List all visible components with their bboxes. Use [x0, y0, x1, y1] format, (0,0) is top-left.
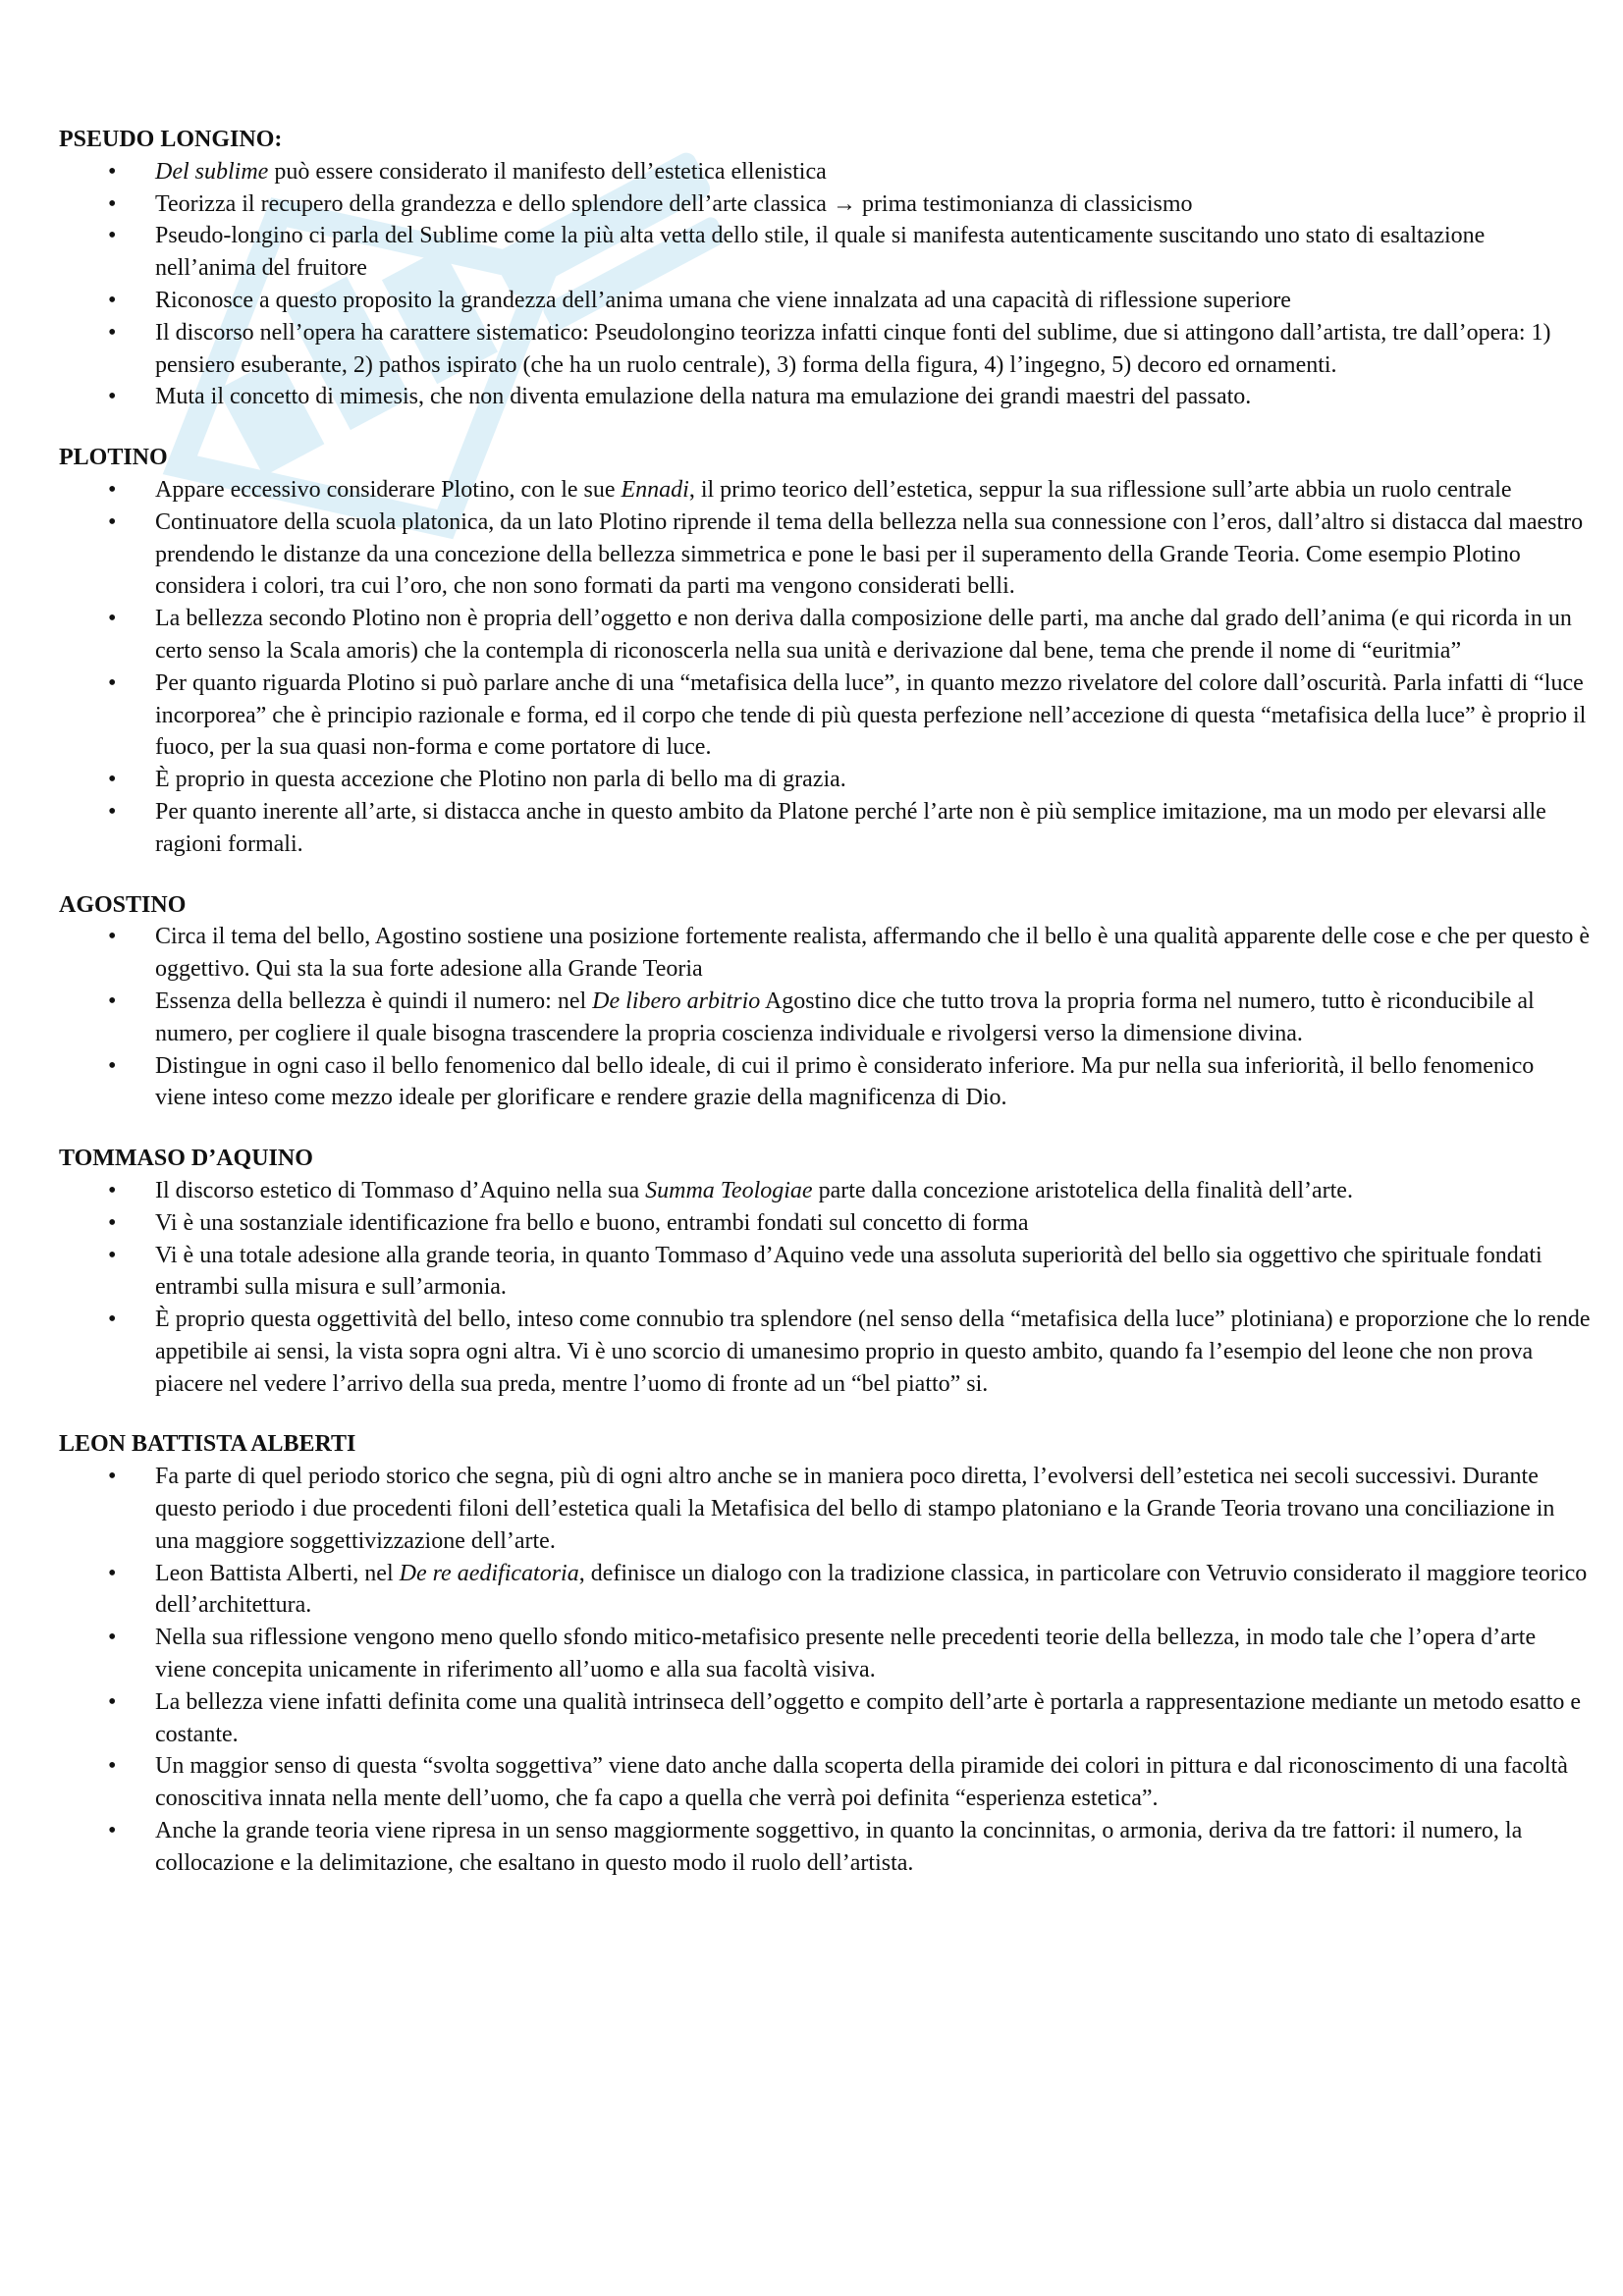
item-text: La bellezza secondo Plotino non è propria dell’oggetto e non deriva dalla composizione delle parti, ma anche dal grado dell’anima (e qui ricorda in un certo senso la Scala amoris) che la contempla di riconoscerla nella sua unità e derivazione dal bene, tema che prende il nome di “euritmia” [155, 606, 1572, 664]
item-text: Vi è una sostanziale identificazione fra bello e buono, entrambi fondati sul concetto di forma [155, 1209, 1029, 1236]
section [59, 1143, 1591, 1400]
list-item [59, 285, 1591, 317]
item-text: , definisce un dialogo con la tradizione classica, in particolare con Vetruvio considerato il maggiore teorico dell’architettura. [155, 1560, 1588, 1619]
bullet-icon: • [108, 767, 117, 793]
list-item [59, 1304, 1591, 1400]
bullet-icon: • [108, 606, 117, 632]
bullet-icon: • [108, 508, 117, 535]
item-text: può essere considerato il manifesto dell’estetica ellenistica [268, 158, 827, 185]
list-item [59, 986, 1591, 1050]
bullet-icon: • [108, 319, 117, 346]
bullet-list [59, 921, 1591, 1114]
item-text: Circa il tema del bello, Agostino sostiene una posizione fortemente realista, affermando che il bello è una qualità apparente delle cose e che per questo è oggettivo. Qui sta la sua forte adesione alla Grande Teoria [155, 924, 1591, 983]
bullet-icon: • [108, 223, 117, 249]
list-item [59, 1622, 1591, 1686]
item-text: Anche la grande teoria viene ripresa in un senso maggiormente soggettivo, in quanto la concinnitas, o armonia, deriva da tre fattori: il numero, la collocazione e la delimitazione, che esaltano in questo modo il ruolo dell’artista. [155, 1818, 1523, 1876]
bullet-list [59, 1461, 1591, 1879]
list-item [59, 1050, 1591, 1115]
item-text: Agostino dice che tutto trova la propria forma nel numero, tutto è riconducibile al numero, per cogliere il quale bisogna trascendere la propria coscienza individuale e rivolgersi verso la dimensione divina. [155, 988, 1535, 1046]
list-item [59, 1750, 1591, 1815]
item-text: Essenza della bellezza è quindi il numero: nel [155, 988, 593, 1014]
bullet-list [59, 1175, 1591, 1401]
item-text: Leon Battista Alberti, nel [155, 1560, 400, 1586]
item-text: Il discorso nell’opera ha carattere sistematico: Pseudolongino teorizza infatti cinque fonti del sublime, due si attingono dall’artista, tre dall’opera: 1) pensiero esuberante, 2) pathos ispirato (che ha un ruolo centrale), 3) forma della figura, 4) l’ingegno, 5) decoro ed ornamenti. [155, 319, 1551, 378]
list-item [59, 764, 1591, 796]
item-text: Per quanto inerente all’arte, si distacca anche in questo ambito da Platone perché l’arte non è più semplice imitazione, ma un modo per elevarsi alle ragioni formali. [155, 798, 1546, 857]
bullet-list [59, 474, 1591, 861]
bullet-icon: • [108, 190, 117, 217]
bullet-icon: • [108, 1307, 117, 1333]
section [59, 1428, 1591, 1879]
bullet-icon: • [108, 1052, 117, 1079]
item-text: Per quanto riguarda Plotino si può parlare anche di una “metafisica della luce”, in quanto mezzo rivelatore del colore dall’oscurità. Parla infatti di “luce incorporea” che è principio razionale e forma, ed il corpo che tende di più questa perfezione nell’accezione di questa “metafisica della luce” è proprio il fuoco, per la sua quasi non-forma e come portatore di luce. [155, 669, 1587, 761]
item-text: Appare eccessivo considerare Plotino, con le sue [155, 476, 622, 503]
section [59, 889, 1591, 1115]
list-item [59, 603, 1591, 667]
list-item [59, 317, 1591, 382]
bullet-icon: • [108, 384, 117, 410]
bullet-icon: • [108, 476, 117, 503]
item-text: È proprio questa oggettività del bello, inteso come connubio tra splendore (nel senso della “metafisica della luce” plotiniana) e proporzione che lo rende appetibile ai sensi, la vista sopra ogni altra. Vi è uno scorcio di umanesimo proprio in questo ambito, quando fa l’esempio del leone che non prova piacere nel vedere l’arrivo della sua preda, mentre l’uomo di fronte ad un “bel piatto” si. [155, 1307, 1591, 1397]
bullet-icon: • [108, 1242, 117, 1268]
list-item [59, 796, 1591, 861]
section [59, 124, 1591, 413]
bullet-icon: • [108, 1753, 117, 1780]
list-item [59, 1175, 1591, 1207]
bullet-list [59, 156, 1591, 413]
list-item [59, 921, 1591, 986]
item-text: È proprio in questa accezione che Plotino non parla di bello ma di grazia. [155, 767, 846, 793]
italic-title-text: Summa Teologiae [645, 1177, 813, 1203]
bullet-icon: • [108, 924, 117, 950]
italic-title-text: De libero arbitrio [592, 988, 761, 1014]
list-item [59, 507, 1591, 603]
bullet-icon: • [108, 988, 117, 1014]
list-item [59, 1558, 1591, 1623]
item-text: Fa parte di quel periodo storico che segna, più di ogni altro anche se in maniera poco diretta, l’evolversi dell’estetica nei secoli successivi. Durante questo periodo i due procedenti filoni dell’estetica quali la Metafisica del bello di stampo platoniano e la Grande Teoria trovano una conciliazione in una maggiore soggettivizzazione dell’arte. [155, 1464, 1555, 1554]
item-text: Continuatore della scuola platonica, da un lato Plotino riprende il tema della bellezza nella sua connessione con l’eros, dall’altro si distacca dal maestro prendendo le distanze da una concezione della bellezza simmetrica e pone le basi per il superamento della Grande Teoria. Come esempio Plotino considera i colori, tra cui l’oro, che non sono formati da parti ma vengono considerati belli. [155, 508, 1584, 600]
item-text: Nella sua riflessione vengono meno quello sfondo mitico-metafisico presente nelle precedenti teorie della bellezza, in modo tale che l’opera d’arte viene concepita unicamente in riferimento all’uomo e alla sua facoltà visiva. [155, 1625, 1537, 1683]
item-text: Teorizza il recupero della grandezza e dello splendore dell’arte classica → prima testimonianza di classicismo [155, 190, 1193, 217]
list-item [59, 188, 1591, 221]
section-heading: TOMMASO D’AQUINO [59, 1146, 313, 1172]
item-text: , il primo teorico dell’estetica, seppur la sua riflessione sull’arte abbia un ruolo centrale [688, 476, 1512, 503]
bullet-icon: • [108, 1209, 117, 1236]
section [59, 442, 1591, 860]
item-text: parte dalla concezione aristotelica della finalità dell’arte. [812, 1177, 1353, 1203]
list-item [59, 381, 1591, 413]
bullet-icon: • [108, 669, 117, 696]
list-item [59, 1240, 1591, 1305]
item-text: Il discorso estetico di Tommaso d’Aquino nella sua [155, 1177, 646, 1203]
bullet-icon: • [108, 1560, 117, 1586]
item-text: Muta il concetto di mimesis, che non diventa emulazione della natura ma emulazione dei grandi maestri del passato. [155, 384, 1252, 410]
item-text: Riconosce a questo proposito la grandezza dell’anima umana che viene innalzata ad una capacità di riflessione superiore [155, 287, 1291, 313]
list-item [59, 1461, 1591, 1557]
list-item [59, 1815, 1591, 1880]
italic-title-text: Ennadi [621, 476, 689, 503]
item-text: La bellezza viene infatti definita come una qualità intrinseca dell’oggetto e compito dell’arte è portarla a rappresentazione mediante un metodo esatto e costante. [155, 1688, 1582, 1747]
bullet-icon: • [108, 1688, 117, 1715]
list-item [59, 220, 1591, 285]
list-item [59, 1207, 1591, 1240]
bullet-icon: • [108, 287, 117, 313]
bullet-icon: • [108, 1625, 117, 1651]
italic-title-text: Del sublime [155, 158, 269, 185]
section-heading: PLOTINO [59, 445, 168, 471]
document-page [59, 124, 1591, 1908]
item-text: Distingue in ogni caso il bello fenomenico dal bello ideale, di cui il primo è considerato inferiore. Ma pur nella sua inferiorità, il bello fenomenico viene inteso come mezzo ideale per glorificare e rendere grazie della magnificenza di Dio. [155, 1052, 1535, 1111]
item-text: Pseudo-longino ci parla del Sublime come la più alta vetta dello stile, il quale si manifesta autenticamente suscitando uno stato di esaltazione nell’anima del fruitore [155, 223, 1486, 282]
list-item [59, 156, 1591, 188]
section-heading: LEON BATTISTA ALBERTI [59, 1431, 356, 1458]
bullet-icon: • [108, 798, 117, 825]
item-text: Vi è una totale adesione alla grande teoria, in quanto Tommaso d’Aquino vede una assoluta superiorità del bello sia oggettivo che spirituale fondati entrambi sulla misura e sull’armonia. [155, 1242, 1542, 1301]
bullet-icon: • [108, 1818, 117, 1844]
list-item [59, 474, 1591, 507]
section-heading: AGOSTINO [59, 891, 187, 918]
list-item [59, 1686, 1591, 1751]
list-item [59, 667, 1591, 764]
bullet-icon: • [108, 1464, 117, 1490]
section-heading: PSEUDO LONGINO: [59, 127, 283, 152]
bullet-icon: • [108, 158, 117, 185]
italic-title-text: De re aedificatoria [399, 1560, 579, 1586]
item-text: Un maggior senso di questa “svolta soggettiva” viene dato anche dalla scoperta della piramide dei colori in pittura e dal riconoscimento di una facoltà conoscitiva innata nella mente dell’uomo, che fa capo a quella che verrà poi definita “esperienza estetica”. [155, 1753, 1568, 1812]
bullet-icon: • [108, 1177, 117, 1203]
